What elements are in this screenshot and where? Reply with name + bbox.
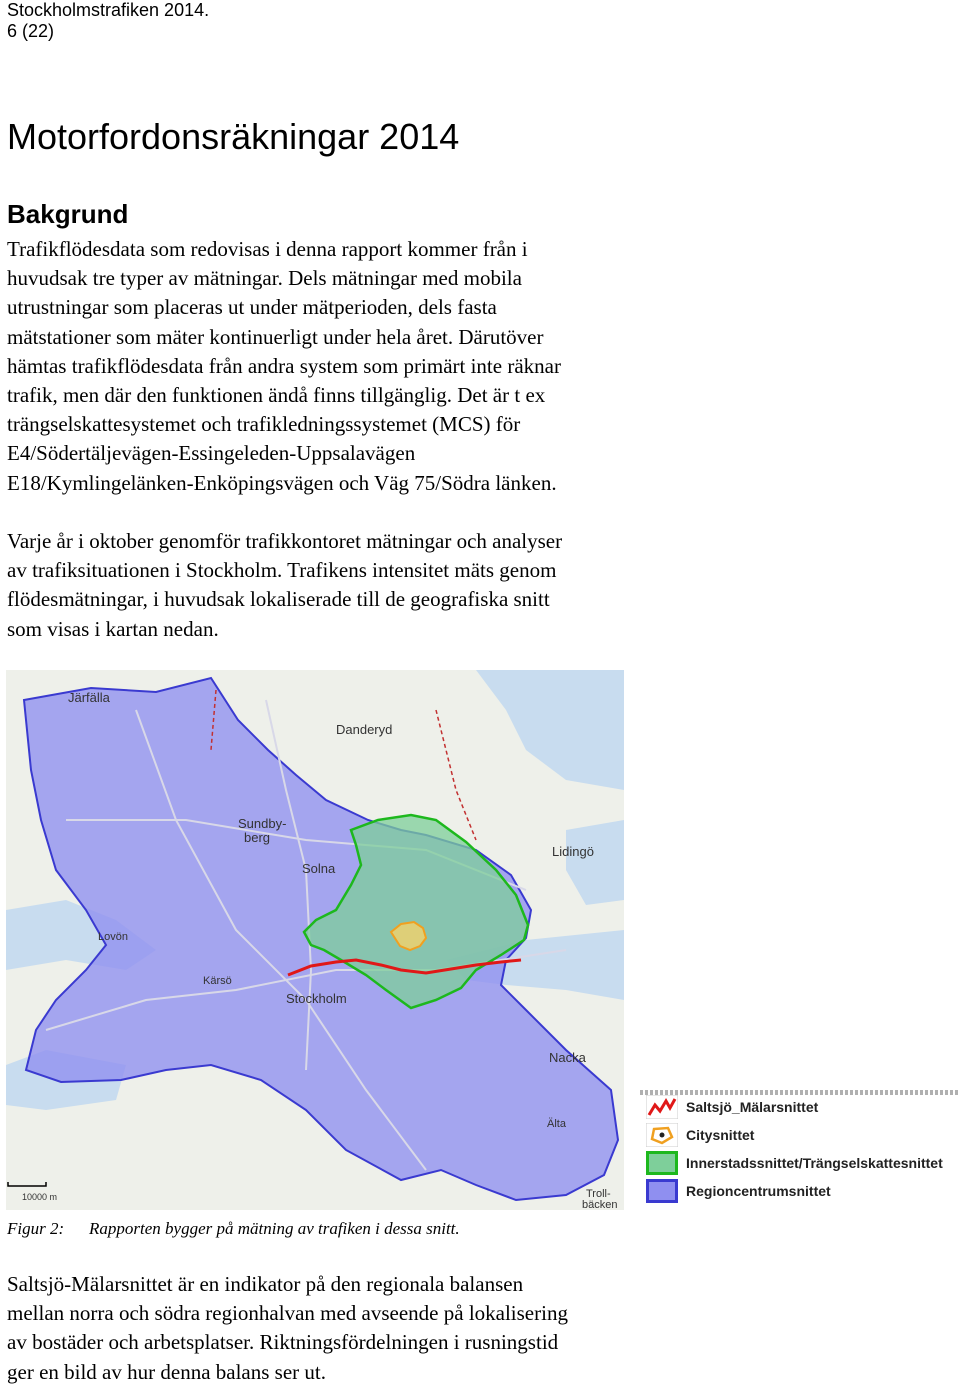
scale-label: 10000 m: [22, 1192, 58, 1202]
legend-label: Citysnittet: [686, 1127, 755, 1143]
blue-box-icon: [646, 1179, 678, 1203]
map-label-stockholm: Stockholm: [286, 991, 347, 1006]
map-label-karso: Kärsö: [203, 975, 232, 987]
paragraph-measurements: [7, 527, 647, 644]
map-label-danderyd: Danderyd: [336, 722, 393, 737]
text-line: mätstationer som mäter kontinuerligt under hela året. Därutöver: [7, 324, 544, 349]
text-line: E4/Södertäljevägen-Essingeleden-Uppsalavägen: [7, 441, 416, 466]
text-line: mellan norra och södra regionhalvan med avseende på lokalisering: [7, 1301, 568, 1326]
legend-item-regioncentrumsnittet: [646, 1178, 960, 1206]
map-label-alta: Älta: [547, 1118, 566, 1130]
orange-outline-icon: [646, 1123, 678, 1147]
text-line: flödesmätningar, i huvudsak lokaliserade till de geografiska snitt: [7, 587, 550, 612]
text-line: av trafiksituationen i Stockholm. Trafikens intensitet mäts genom: [7, 558, 557, 583]
text-line: hämtas trafikflödesdata från andra system som primärt inte räknar: [7, 353, 561, 378]
map-label-solna: Solna: [302, 861, 336, 876]
text-line: Trafikflödesdata som redovisas i denna rapport kommer från i: [7, 237, 528, 261]
paragraph-background: [7, 235, 647, 498]
section-heading: Bakgrund: [7, 199, 129, 229]
text-line: trängselskattesystemet och trafikledningssystemet (MCS) för: [7, 412, 521, 437]
traffic-section-map: [6, 670, 624, 1210]
map-label-sundbyberg-line1: Sundby-: [238, 816, 287, 831]
map-label-sundbyberg-line2: berg: [244, 830, 271, 845]
text-line: som visas i kartan nedan.: [7, 616, 219, 641]
figure-caption: [7, 1218, 460, 1240]
figure-number: Figur 2:: [7, 1219, 65, 1238]
map-canvas: [6, 670, 624, 1210]
paragraph-saltsjo-malarsnittet: [7, 1270, 647, 1387]
legend-item-citysnittet: [646, 1122, 960, 1150]
map-label-nacka: Nacka: [549, 1050, 586, 1065]
text-line: Varje år i oktober genomför trafikkontoret mätningar och analyser: [7, 529, 563, 553]
text-line: ger en bild av hur denna balans ser ut.: [7, 1359, 326, 1384]
legend-item-innerstadssnittet: [646, 1150, 960, 1178]
green-box-icon: [646, 1151, 678, 1175]
figure-caption-text: Rapporten bygger på mätning av trafiken i dessa snitt.: [89, 1219, 460, 1238]
map-label-lidingo: Lidingö: [552, 844, 594, 859]
page-number: 6 (22): [7, 21, 55, 41]
text-line: trafik, men där den funktionen ändå finns tillgänglig. Det är t ex: [7, 383, 546, 408]
red-zigzag-line-icon: [646, 1095, 678, 1119]
legend-label: Innerstadssnittet/Trängselskattesnittet: [686, 1155, 943, 1171]
text-line: utrustningar som placeras ut under mätperioden, dels fasta: [7, 295, 497, 320]
legend-item-saltsjo-malarsnittet: [646, 1094, 960, 1122]
map-legend: [640, 1090, 960, 1215]
map-label-trollbacken-line2: bäcken: [582, 1199, 618, 1210]
text-line: av bostäder och arbetsplatser. Riktningsfördelningen i rusningstid: [7, 1330, 559, 1355]
legend-label: Saltsjö_Mälarsnittet: [686, 1099, 819, 1115]
text-line: Saltsjö-Mälarsnittet är en indikator på den regionala balansen: [7, 1272, 524, 1296]
map-label-jarfalla: Järfälla: [68, 690, 110, 705]
map-label-lovon: Lovön: [98, 931, 128, 943]
legend-label: Regioncentrumsnittet: [686, 1183, 831, 1199]
map-label-trollbacken-line1: Troll-: [586, 1188, 611, 1200]
running-header-title: Stockholmstrafiken 2014.: [7, 0, 210, 20]
page-title: Motorfordonsräkningar 2014: [7, 116, 460, 157]
text-line: huvudsak tre typer av mätningar. Dels mätningar med mobila: [7, 266, 522, 291]
text-line: E18/Kymlingelänken-Enköpingsvägen och Väg 75/Södra länken.: [7, 470, 557, 495]
